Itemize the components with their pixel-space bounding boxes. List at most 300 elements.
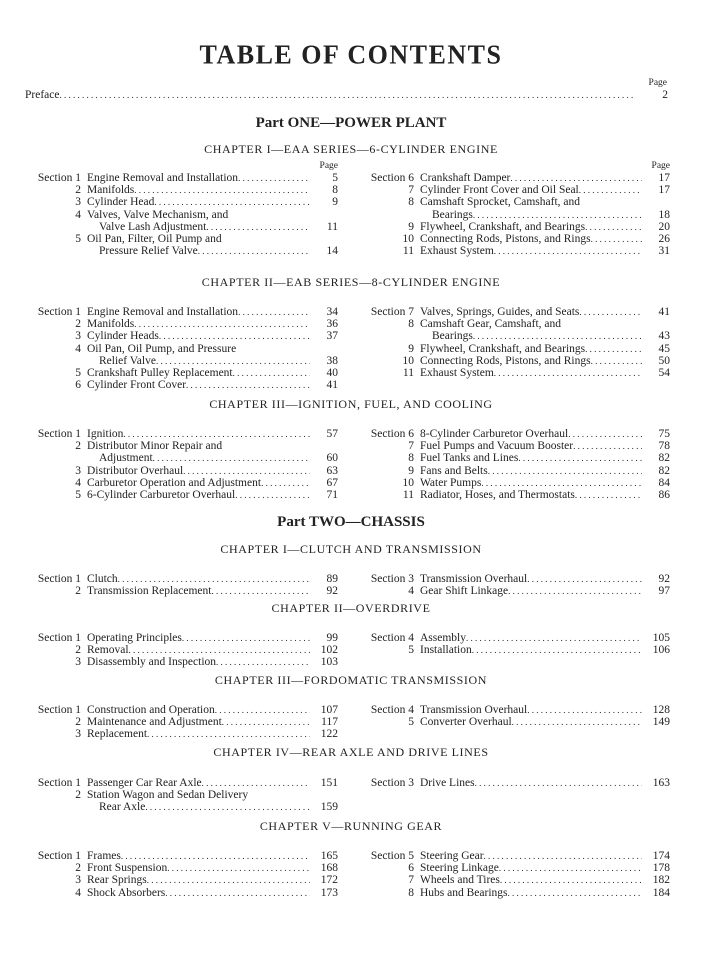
toc-entry[interactable] xyxy=(18,777,338,789)
toc-entry[interactable] xyxy=(18,656,338,668)
toc-entry[interactable] xyxy=(351,874,670,886)
page-number: 40 xyxy=(326,366,338,379)
leader-dots xyxy=(134,184,310,196)
leader-dots xyxy=(216,656,310,668)
toc-entry[interactable] xyxy=(351,489,670,501)
toc-entry[interactable] xyxy=(351,644,670,656)
toc-column-left xyxy=(18,428,338,501)
entry-title: Oil Pan, Oil Pump, and Pressure xyxy=(87,342,237,355)
preface-entry[interactable] xyxy=(25,89,668,101)
page-number: 165 xyxy=(320,850,338,862)
toc-column-left xyxy=(18,573,338,597)
toc-entry[interactable] xyxy=(18,704,338,716)
page-number: 105 xyxy=(652,632,670,644)
toc-entry[interactable] xyxy=(351,233,670,245)
toc-entry[interactable] xyxy=(18,789,338,801)
toc-entry[interactable] xyxy=(18,428,338,440)
leader-dots xyxy=(518,452,642,464)
toc-entry[interactable] xyxy=(18,644,338,656)
toc-entry[interactable] xyxy=(18,355,338,367)
leader-dots xyxy=(575,489,642,501)
page-number: 75 xyxy=(658,428,670,440)
entry-title: Converter Overhaul xyxy=(420,716,512,729)
entry-title: Flywheel, Crankshaft, and Bearings xyxy=(420,220,586,233)
section-number: Section 6 xyxy=(370,428,414,440)
section-number: 2 xyxy=(75,862,81,875)
section-number: Section 1 xyxy=(37,172,81,184)
entry-title: Engine Removal and Installation xyxy=(87,306,239,318)
entry-title: Replacement xyxy=(87,728,148,741)
section-number: 7 xyxy=(408,874,414,887)
entry-title: Cylinder Head xyxy=(87,196,155,209)
chapter-title: CHAPTER IV—REAR AXLE AND DRIVE LINES xyxy=(213,745,489,759)
toc-entry[interactable] xyxy=(351,196,670,208)
page-number: 60 xyxy=(326,452,338,465)
toc-entry[interactable] xyxy=(18,585,338,597)
page-number: 37 xyxy=(326,330,338,343)
entry-title: Carburetor Operation and Adjustment xyxy=(87,476,262,489)
entry-title: Cylinder Front Cover and Oil Seal xyxy=(420,184,579,197)
toc-entry[interactable] xyxy=(18,245,338,257)
toc-column-right xyxy=(351,573,670,597)
section-number: 4 xyxy=(408,585,414,598)
leader-dots xyxy=(579,184,642,196)
section-number: 2 xyxy=(75,716,81,729)
entry-title: Valves, Springs, Guides, and Seats xyxy=(420,306,580,318)
entry-title: Transmission Overhaul xyxy=(420,573,528,585)
leader-dots xyxy=(488,465,642,477)
section-number: Section 3 xyxy=(370,777,414,789)
entry-title: Drive Lines xyxy=(420,777,475,789)
entry-title: Fuel Tanks and Lines xyxy=(420,452,519,465)
toc-entry[interactable] xyxy=(18,209,338,221)
entry-title: Exhaust System xyxy=(420,245,494,258)
leader-dots xyxy=(215,704,310,716)
toc-entry[interactable] xyxy=(18,489,338,501)
page-column-header: Page xyxy=(319,161,338,171)
toc-entry[interactable] xyxy=(351,452,670,464)
entry-title: Rear Springs xyxy=(87,874,147,887)
toc-entry[interactable] xyxy=(351,330,670,342)
section-number: 2 xyxy=(75,585,81,598)
toc-entry[interactable] xyxy=(18,887,338,899)
toc-entry[interactable] xyxy=(18,874,338,886)
entry-title: Operating Principles xyxy=(87,632,182,644)
part-one-title: Part ONE—POWER PLANT xyxy=(255,115,447,131)
section-number: 6 xyxy=(75,379,81,392)
section-number: 2 xyxy=(75,440,81,453)
section-number: 3 xyxy=(75,728,81,741)
entry-title: Ignition xyxy=(87,428,124,440)
toc-entry[interactable] xyxy=(18,573,338,585)
toc-entry[interactable] xyxy=(18,440,338,452)
entry-title: Distributor Minor Repair and xyxy=(87,440,223,453)
leader-dots xyxy=(165,887,310,899)
page-number: 54 xyxy=(658,366,670,379)
entry-title: Fans and Belts xyxy=(420,464,488,477)
page-number: 26 xyxy=(658,232,670,245)
section-number: Section 1 xyxy=(37,777,81,789)
chapter-title: CHAPTER II—OVERDRIVE xyxy=(271,601,431,615)
section-number: Section 1 xyxy=(37,306,81,318)
section-number: 4 xyxy=(75,342,81,355)
leader-dots xyxy=(238,172,310,184)
toc-entry[interactable] xyxy=(18,632,338,644)
toc-column-right xyxy=(351,428,670,501)
entry-title: Relief Valve xyxy=(99,354,156,367)
leader-dots xyxy=(186,379,310,391)
section-number: Section 1 xyxy=(37,632,81,644)
section-number: 9 xyxy=(408,220,414,233)
section-number: 8 xyxy=(408,196,414,209)
chapter-title: CHAPTER I—CLUTCH AND TRANSMISSION xyxy=(220,542,482,556)
section-number: 2 xyxy=(75,318,81,331)
toc-entry[interactable] xyxy=(18,184,338,196)
section-number: 10 xyxy=(402,476,414,489)
section-number: 3 xyxy=(75,874,81,887)
toc-entry[interactable] xyxy=(351,355,670,367)
page-number: 41 xyxy=(658,306,670,318)
entry-title: Transmission Overhaul xyxy=(420,704,528,716)
toc-entry[interactable] xyxy=(351,477,670,489)
section-number: 3 xyxy=(75,656,81,669)
page-number: 57 xyxy=(326,428,338,440)
page-number: 182 xyxy=(652,874,670,887)
entry-title: Camshaft Gear, Camshaft, and xyxy=(420,318,562,331)
toc-entry[interactable] xyxy=(18,716,338,728)
section-number: 8 xyxy=(408,318,414,331)
page-title: TABLE OF CONTENTS xyxy=(199,39,503,70)
page-column-header: Page xyxy=(648,78,667,88)
chapter-title: CHAPTER II—EAB SERIES—8-CYLINDER ENGINE xyxy=(201,275,501,289)
entry-title: Flywheel, Crankshaft, and Bearings xyxy=(420,342,586,355)
page-number: 63 xyxy=(326,464,338,477)
page-column-header: Page xyxy=(651,161,670,171)
entry-title: Adjustment xyxy=(99,452,153,465)
leader-dots xyxy=(261,477,310,489)
section-number: Section 1 xyxy=(37,704,81,716)
entry-title: Bearings xyxy=(432,208,473,221)
page-number: 163 xyxy=(652,777,670,789)
section-number: 9 xyxy=(408,464,414,477)
page-number: 102 xyxy=(320,644,338,657)
section-number: 2 xyxy=(75,789,81,802)
entry-title: Assembly xyxy=(420,632,466,644)
leader-dots xyxy=(238,306,310,318)
toc-entry[interactable] xyxy=(351,887,670,899)
entry-title: Manifolds xyxy=(87,184,135,197)
page-number: 20 xyxy=(658,220,670,233)
page-number: 78 xyxy=(658,440,670,453)
entry-title: Radiator, Hoses, and Thermostats xyxy=(420,488,575,501)
leader-dots xyxy=(481,477,642,489)
page-number: 103 xyxy=(320,656,338,669)
section-number: 11 xyxy=(402,245,414,258)
toc-entry[interactable] xyxy=(351,221,670,233)
page-number: 172 xyxy=(320,874,338,887)
section-number: 4 xyxy=(75,208,81,221)
section-number: Section 4 xyxy=(370,632,414,644)
leader-dots xyxy=(59,89,662,101)
toc-column-left xyxy=(18,777,338,814)
section-number: Section 7 xyxy=(370,306,414,318)
leader-dots xyxy=(591,233,642,245)
toc-entry[interactable] xyxy=(18,221,338,233)
section-number: Section 1 xyxy=(37,850,81,862)
toc-column-right xyxy=(351,306,670,379)
toc-entry[interactable] xyxy=(351,318,670,330)
toc-entry[interactable] xyxy=(351,367,670,379)
preface-page: 2 xyxy=(662,89,668,101)
toc-entry[interactable] xyxy=(351,632,670,644)
page-number: 86 xyxy=(658,488,670,501)
page-number: 128 xyxy=(652,704,670,716)
toc-entry[interactable] xyxy=(351,184,670,196)
leader-dots xyxy=(466,632,642,644)
leader-dots xyxy=(154,196,310,208)
entry-title: Disassembly and Inspection xyxy=(87,656,217,669)
chapter-title: CHAPTER III—FORDOMATIC TRANSMISSION xyxy=(214,673,488,687)
toc-entry[interactable] xyxy=(18,330,338,342)
section-number: 5 xyxy=(408,716,414,729)
toc-column-left xyxy=(18,704,338,741)
entry-title: Crankshaft Pulley Replacement xyxy=(87,366,233,379)
page-number: 151 xyxy=(320,777,338,789)
entry-title: Clutch xyxy=(87,573,118,585)
entry-title: Cylinder Front Cover xyxy=(87,379,187,392)
toc-entry[interactable] xyxy=(351,777,670,789)
page-number: 50 xyxy=(658,354,670,367)
leader-dots xyxy=(118,573,310,585)
leader-dots xyxy=(153,452,310,464)
toc-column-left xyxy=(18,160,338,257)
page-number: 184 xyxy=(652,886,670,899)
page-number: 168 xyxy=(320,862,338,875)
toc-column-right xyxy=(351,160,670,257)
leader-dots xyxy=(123,428,310,440)
toc-entry[interactable] xyxy=(351,716,670,728)
page-number: 14 xyxy=(326,245,338,258)
toc-entry[interactable] xyxy=(18,379,338,391)
toc-entry[interactable] xyxy=(18,306,338,318)
leader-dots xyxy=(233,367,310,379)
leader-dots xyxy=(206,221,310,233)
toc-column-left xyxy=(18,632,338,669)
entry-title: Exhaust System xyxy=(420,366,494,379)
leader-dots xyxy=(129,644,310,656)
section-number: 3 xyxy=(75,330,81,343)
toc-entry[interactable] xyxy=(18,728,338,740)
leader-dots xyxy=(235,489,310,501)
toc-entry[interactable] xyxy=(18,862,338,874)
entry-title: Construction and Operation xyxy=(87,704,215,716)
leader-dots xyxy=(183,465,310,477)
entry-title: Water Pumps xyxy=(420,476,482,489)
toc-column-left xyxy=(18,306,338,391)
toc-entry[interactable] xyxy=(351,428,670,440)
page-number: 17 xyxy=(658,184,670,197)
page-number: 178 xyxy=(652,862,670,875)
leader-dots xyxy=(222,716,310,728)
leader-dots xyxy=(472,644,642,656)
toc-entry[interactable] xyxy=(351,245,670,257)
page-number: 159 xyxy=(320,801,338,814)
entry-title: Cylinder Heads xyxy=(87,330,159,343)
entry-title: Steering Gear xyxy=(420,850,484,862)
toc-entry[interactable] xyxy=(18,477,338,489)
leader-dots xyxy=(591,355,642,367)
page-number: 82 xyxy=(658,464,670,477)
page-number: 41 xyxy=(326,379,338,392)
section-number: 2 xyxy=(75,644,81,657)
toc-column-right xyxy=(351,632,670,656)
section-number: 5 xyxy=(75,366,81,379)
toc-entry[interactable] xyxy=(351,465,670,477)
toc-entry[interactable] xyxy=(18,318,338,330)
toc-entry[interactable] xyxy=(351,862,670,874)
section-number: 10 xyxy=(402,232,414,245)
leader-dots xyxy=(145,801,310,813)
page-number: 84 xyxy=(658,476,670,489)
toc-entry[interactable] xyxy=(351,573,670,585)
leader-dots xyxy=(579,306,642,318)
section-number: Section 6 xyxy=(370,172,414,184)
leader-dots xyxy=(202,777,310,789)
toc-entry[interactable] xyxy=(18,172,338,184)
page-number: 11 xyxy=(326,220,338,233)
entry-title: Wheels and Tires xyxy=(420,874,500,887)
entry-title: 8-Cylinder Carburetor Overhaul xyxy=(420,428,569,440)
toc-entry[interactable] xyxy=(351,850,670,862)
section-number: 4 xyxy=(75,476,81,489)
page-number: 34 xyxy=(326,306,338,318)
page-number: 89 xyxy=(326,573,338,585)
section-number: 3 xyxy=(75,464,81,477)
leader-dots xyxy=(499,862,642,874)
section-number: 4 xyxy=(75,886,81,899)
toc-entry[interactable] xyxy=(351,306,670,318)
leader-dots xyxy=(527,573,642,585)
preface-label: Preface xyxy=(25,89,60,101)
entry-title: Passenger Car Rear Axle xyxy=(87,777,202,789)
toc-entry[interactable] xyxy=(18,343,338,355)
leader-dots xyxy=(500,874,642,886)
page-number: 71 xyxy=(326,488,338,501)
entry-title: Valve Lash Adjustment xyxy=(99,220,207,233)
leader-dots xyxy=(473,330,642,342)
page-number: 92 xyxy=(326,585,338,598)
page-number: 92 xyxy=(658,573,670,585)
leader-dots xyxy=(512,716,642,728)
section-number: 6 xyxy=(408,862,414,875)
chapter-title: CHAPTER I—EAA SERIES—6-CYLINDER ENGINE xyxy=(204,142,498,156)
toc-entry[interactable] xyxy=(18,196,338,208)
page-number: 99 xyxy=(326,632,338,644)
leader-dots xyxy=(159,330,310,342)
section-number: 10 xyxy=(402,354,414,367)
toc-entry[interactable] xyxy=(351,343,670,355)
leader-dots xyxy=(473,209,642,221)
leader-dots xyxy=(568,428,642,440)
entry-title: 6-Cylinder Carburetor Overhaul xyxy=(87,488,236,501)
section-number: 11 xyxy=(402,366,414,379)
leader-dots xyxy=(167,862,310,874)
leader-dots xyxy=(147,728,310,740)
entry-title: Hubs and Bearings xyxy=(420,886,508,899)
page-number: 174 xyxy=(652,850,670,862)
section-number: 2 xyxy=(75,184,81,197)
entry-title: Fuel Pumps and Vacuum Booster xyxy=(420,440,574,453)
page-number: 117 xyxy=(321,716,338,729)
section-number: Section 4 xyxy=(370,704,414,716)
part-two-title: Part TWO—CHASSIS xyxy=(277,514,425,530)
section-number: 7 xyxy=(408,184,414,197)
leader-dots xyxy=(494,367,642,379)
toc-column-right xyxy=(351,704,670,728)
toc-entry[interactable] xyxy=(18,367,338,379)
leader-dots xyxy=(134,318,310,330)
page-number: 106 xyxy=(652,644,670,657)
entry-title: Installation xyxy=(420,644,472,657)
toc-entry[interactable] xyxy=(351,585,670,597)
entry-title: Shock Absorbers xyxy=(87,886,166,899)
toc-entry[interactable] xyxy=(351,172,670,184)
toc-entry[interactable] xyxy=(18,233,338,245)
section-number: Section 1 xyxy=(37,428,81,440)
section-number: 9 xyxy=(408,342,414,355)
section-number: Section 3 xyxy=(370,573,414,585)
page-number: 17 xyxy=(658,172,670,184)
section-number: 8 xyxy=(408,886,414,899)
page-number: 122 xyxy=(320,728,338,741)
section-number: 5 xyxy=(75,488,81,501)
leader-dots xyxy=(484,850,642,862)
entry-title: Distributor Overhaul xyxy=(87,464,184,477)
entry-title: Maintenance and Adjustment xyxy=(87,716,222,729)
toc-column-left xyxy=(18,850,338,899)
page-number: 18 xyxy=(658,208,670,221)
page-number: 107 xyxy=(320,704,338,716)
entry-title: Connecting Rods, Pistons, and Rings xyxy=(420,232,591,245)
entry-title: Manifolds xyxy=(87,318,135,331)
section-number: 5 xyxy=(408,644,414,657)
entry-title: Station Wagon and Sedan Delivery xyxy=(87,789,249,802)
entry-title: Steering Linkage xyxy=(420,862,499,875)
toc-entry[interactable] xyxy=(351,209,670,221)
page-number: 38 xyxy=(326,354,338,367)
chapter-title: CHAPTER III—IGNITION, FUEL, AND COOLING xyxy=(209,397,493,411)
toc-entry[interactable] xyxy=(18,850,338,862)
leader-dots xyxy=(156,355,310,367)
leader-dots xyxy=(508,887,642,899)
toc-entry[interactable] xyxy=(18,801,338,813)
entry-title: Connecting Rods, Pistons, and Rings xyxy=(420,354,591,367)
leader-dots xyxy=(198,245,310,257)
toc-entry[interactable] xyxy=(351,704,670,716)
page-number: 9 xyxy=(332,196,338,209)
leader-dots xyxy=(585,343,642,355)
entry-title: Front Suspension xyxy=(87,862,168,875)
toc-entry[interactable] xyxy=(18,452,338,464)
leader-dots xyxy=(508,585,642,597)
entry-title: Gear Shift Linkage xyxy=(420,585,509,598)
entry-title: Removal xyxy=(87,644,129,657)
toc-entry[interactable] xyxy=(18,465,338,477)
toc-entry[interactable] xyxy=(351,440,670,452)
page-number: 36 xyxy=(326,318,338,331)
page-number: 31 xyxy=(658,245,670,258)
page-number: 97 xyxy=(658,585,670,598)
